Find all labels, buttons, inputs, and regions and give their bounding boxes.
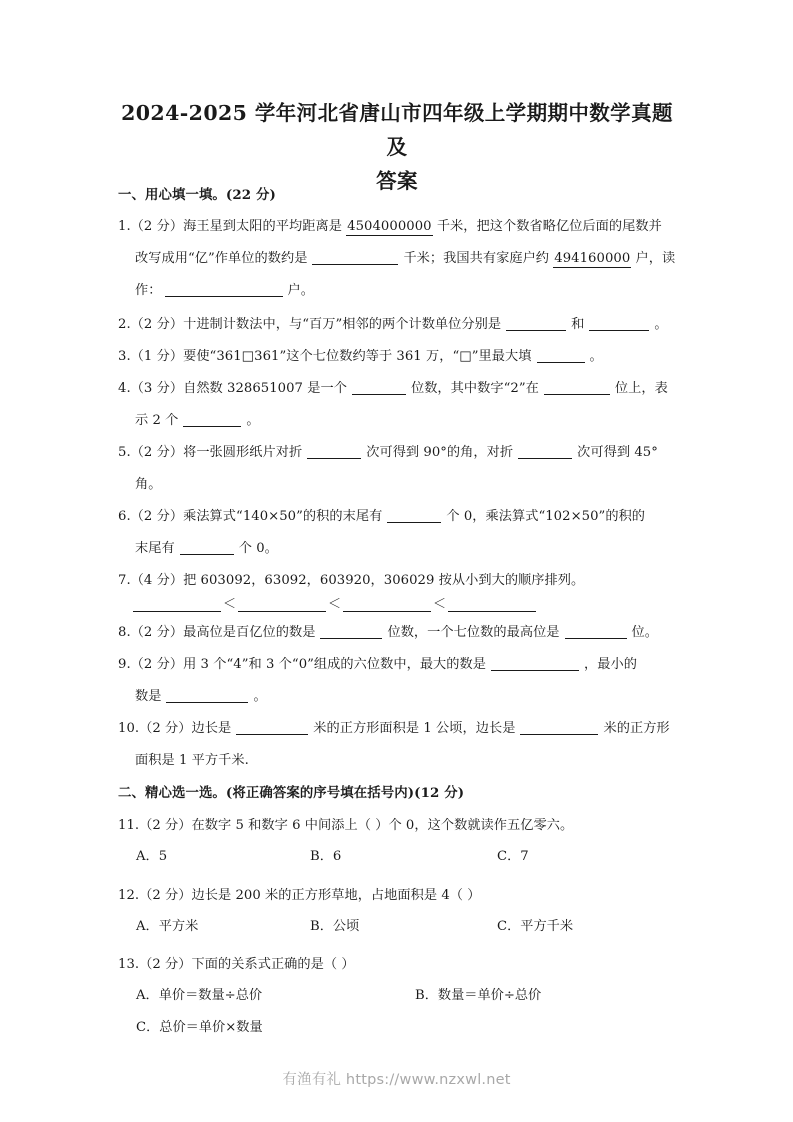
question-9-text-b: ，最小的	[584, 657, 637, 672]
question-3-blank-1[interactable]	[537, 349, 585, 363]
question-4-line-1	[118, 377, 668, 396]
question-12-prompt: 12.（2 分）边长是 200 米的正方形草地，占地面积是 4（ ）	[118, 888, 481, 903]
question-6-text-d: 个 0。	[238, 541, 278, 556]
question-7-ordering-row	[133, 593, 536, 613]
section-heading-multiple-choice: 二、精心选一选。(将正确答案的序号填在括号内)(12 分)	[118, 785, 465, 801]
question-6-text-b: 个 0，乘法算式“102×50”的积的	[446, 509, 646, 524]
question-10-text-c: 米的正方形	[603, 721, 670, 736]
question-5-text-b: 次可得到 90°的角，对折	[366, 445, 514, 460]
question-4-blank-2[interactable]	[544, 381, 610, 395]
question-6-text-c: 末尾有	[135, 541, 175, 556]
question-5-text-c: 次可得到 45°	[577, 445, 658, 460]
question-2-text-a: 2.（2 分）十进制计数法中，与“百万”相邻的两个计数单位分别是	[118, 317, 502, 332]
question-2-text-b: 和	[571, 317, 585, 332]
question-1-text-e: 户，读	[631, 251, 676, 266]
question-5-text-a: 5.（2 分）将一张圆形纸片对折	[118, 445, 303, 460]
question-1-text-c: 改写成用“亿”作单位的数约是	[135, 251, 308, 266]
question-1-text-g: 户。	[287, 283, 314, 298]
question-4-text-e: 。	[246, 413, 260, 428]
question-11-option-b[interactable]: B．6	[310, 849, 342, 864]
page-title	[112, 96, 682, 198]
question-12-option-b[interactable]: B．公顷	[310, 919, 360, 934]
question-6-blank-1[interactable]	[387, 509, 441, 523]
question-1-text-f: 作：	[135, 283, 162, 298]
question-4-text-d: 示 2 个	[135, 413, 179, 428]
question-4-line-2	[135, 409, 260, 428]
question-9-blank-1[interactable]	[491, 657, 579, 671]
question-7-operator-1: ＜	[222, 597, 237, 612]
question-3-text-b: 。	[589, 349, 603, 364]
question-8-blank-1[interactable]	[320, 625, 382, 639]
question-10-blank-2[interactable]	[520, 721, 598, 735]
question-4-text-b: 位数，其中数字“2”在	[410, 381, 539, 396]
question-12-option-a[interactable]: A．平方米	[136, 919, 199, 934]
question-7-blank-4[interactable]	[448, 598, 536, 612]
question-12-option-c[interactable]: C．平方千米	[497, 919, 574, 934]
question-5-line-2: 角。	[135, 477, 162, 492]
question-11-prompt: 11.（2 分）在数字 5 和数字 6 中间添上（ ）个 0，这个数就读作五亿零六。	[118, 818, 574, 833]
question-7-blank-2[interactable]	[238, 598, 326, 612]
question-4-blank-3[interactable]	[183, 413, 241, 427]
page-title-line-1: 2024-2025 学年河北省唐山市四年级上学期期中数学真题及	[121, 101, 673, 159]
question-1-text-a: 1.（2 分）海王星到太阳的平均距离是	[118, 219, 347, 234]
question-1-blank-2[interactable]	[165, 283, 283, 297]
question-13-prompt: 13.（2 分）下面的关系式正确的是（ ）	[118, 957, 355, 972]
question-8-text-c: 位。	[631, 625, 659, 640]
question-9-text-d: 。	[253, 689, 267, 704]
question-3-text-a: 3.（1 分）要使“361□361”这个七位数约等于 361 万，“□”里最大填	[118, 349, 532, 364]
question-13-option-a[interactable]: A．单价＝数量÷总价	[136, 988, 263, 1003]
question-5-blank-1[interactable]	[307, 445, 361, 459]
question-4-blank-1[interactable]	[352, 381, 406, 395]
question-5-blank-2[interactable]	[518, 445, 572, 459]
question-2-text-c: 。	[654, 317, 668, 332]
question-7-blank-1[interactable]	[133, 598, 221, 612]
question-7-blank-3[interactable]	[343, 598, 431, 612]
question-1-text-b: 千米，把这个数省略亿位后面的尾数并	[432, 219, 662, 234]
question-3	[118, 345, 603, 364]
question-10-text-b: 米的正方形面积是 1 公顷，边长是	[313, 721, 516, 736]
question-10-text-a: 10.（2 分）边长是	[118, 721, 232, 736]
question-6-line-2	[135, 537, 278, 556]
question-6-text-a: 6.（2 分）乘法算式“140×50”的积的末尾有	[118, 509, 383, 524]
question-7-operator-2: ＜	[327, 597, 342, 612]
question-4-text-a: 4.（3 分）自然数 328651007 是一个	[118, 381, 347, 396]
question-10-blank-1[interactable]	[236, 721, 308, 735]
question-1-line-3	[135, 279, 314, 298]
question-9-line-1	[118, 653, 637, 672]
question-9-blank-2[interactable]	[166, 689, 248, 703]
question-9-text-c: 数是	[135, 689, 162, 704]
question-8-text-a: 8.（2 分）最高位是百亿位的数是	[118, 625, 316, 640]
question-6-blank-2[interactable]	[180, 541, 234, 555]
question-6-line-1	[118, 505, 645, 524]
question-11-option-a[interactable]: A．5	[136, 849, 168, 864]
question-13-option-c[interactable]: C．总价＝单价×数量	[136, 1020, 263, 1035]
page-title-line-2: 答案	[376, 169, 418, 193]
question-1-line-2	[135, 247, 675, 266]
question-8-blank-2[interactable]	[565, 625, 627, 639]
question-7-operator-3: ＜	[432, 597, 447, 612]
question-1-value-distance: 4504000000	[347, 219, 432, 234]
question-9-line-2	[135, 685, 267, 704]
question-2-blank-1[interactable]	[506, 317, 566, 331]
question-11-option-c[interactable]: C．7	[497, 849, 529, 864]
question-2-blank-2[interactable]	[589, 317, 649, 331]
watermark: 有渔有礼 https://www.nzxwl.net	[282, 1072, 511, 1088]
question-10-line-1	[118, 717, 670, 736]
question-1-line-1	[118, 215, 662, 234]
question-2	[118, 313, 668, 332]
question-8-text-b: 位数，一个七位数的最高位是	[387, 625, 560, 640]
question-4-text-c: 位上，表	[614, 381, 668, 396]
question-7-prompt: 7.（4 分）把 603092，63092，603920，306029 按从小到大的顺序排列。	[118, 573, 585, 588]
question-8	[118, 621, 658, 640]
question-9-text-a: 9.（2 分）用 3 个“4”和 3 个“0”组成的六位数中，最大的数是	[118, 657, 487, 672]
question-5-line-1	[118, 441, 658, 460]
question-1-blank-1[interactable]	[312, 251, 398, 265]
question-13-option-b[interactable]: B．数量＝单价÷总价	[415, 988, 542, 1003]
section-heading-fill-in: 一、用心填一填。(22 分)	[118, 187, 276, 203]
question-1-text-d: 千米；我国共有家庭户约	[403, 251, 554, 266]
question-10-line-2: 面积是 1 平方千米.	[135, 753, 249, 768]
question-1-value-households: 494160000	[554, 251, 631, 266]
